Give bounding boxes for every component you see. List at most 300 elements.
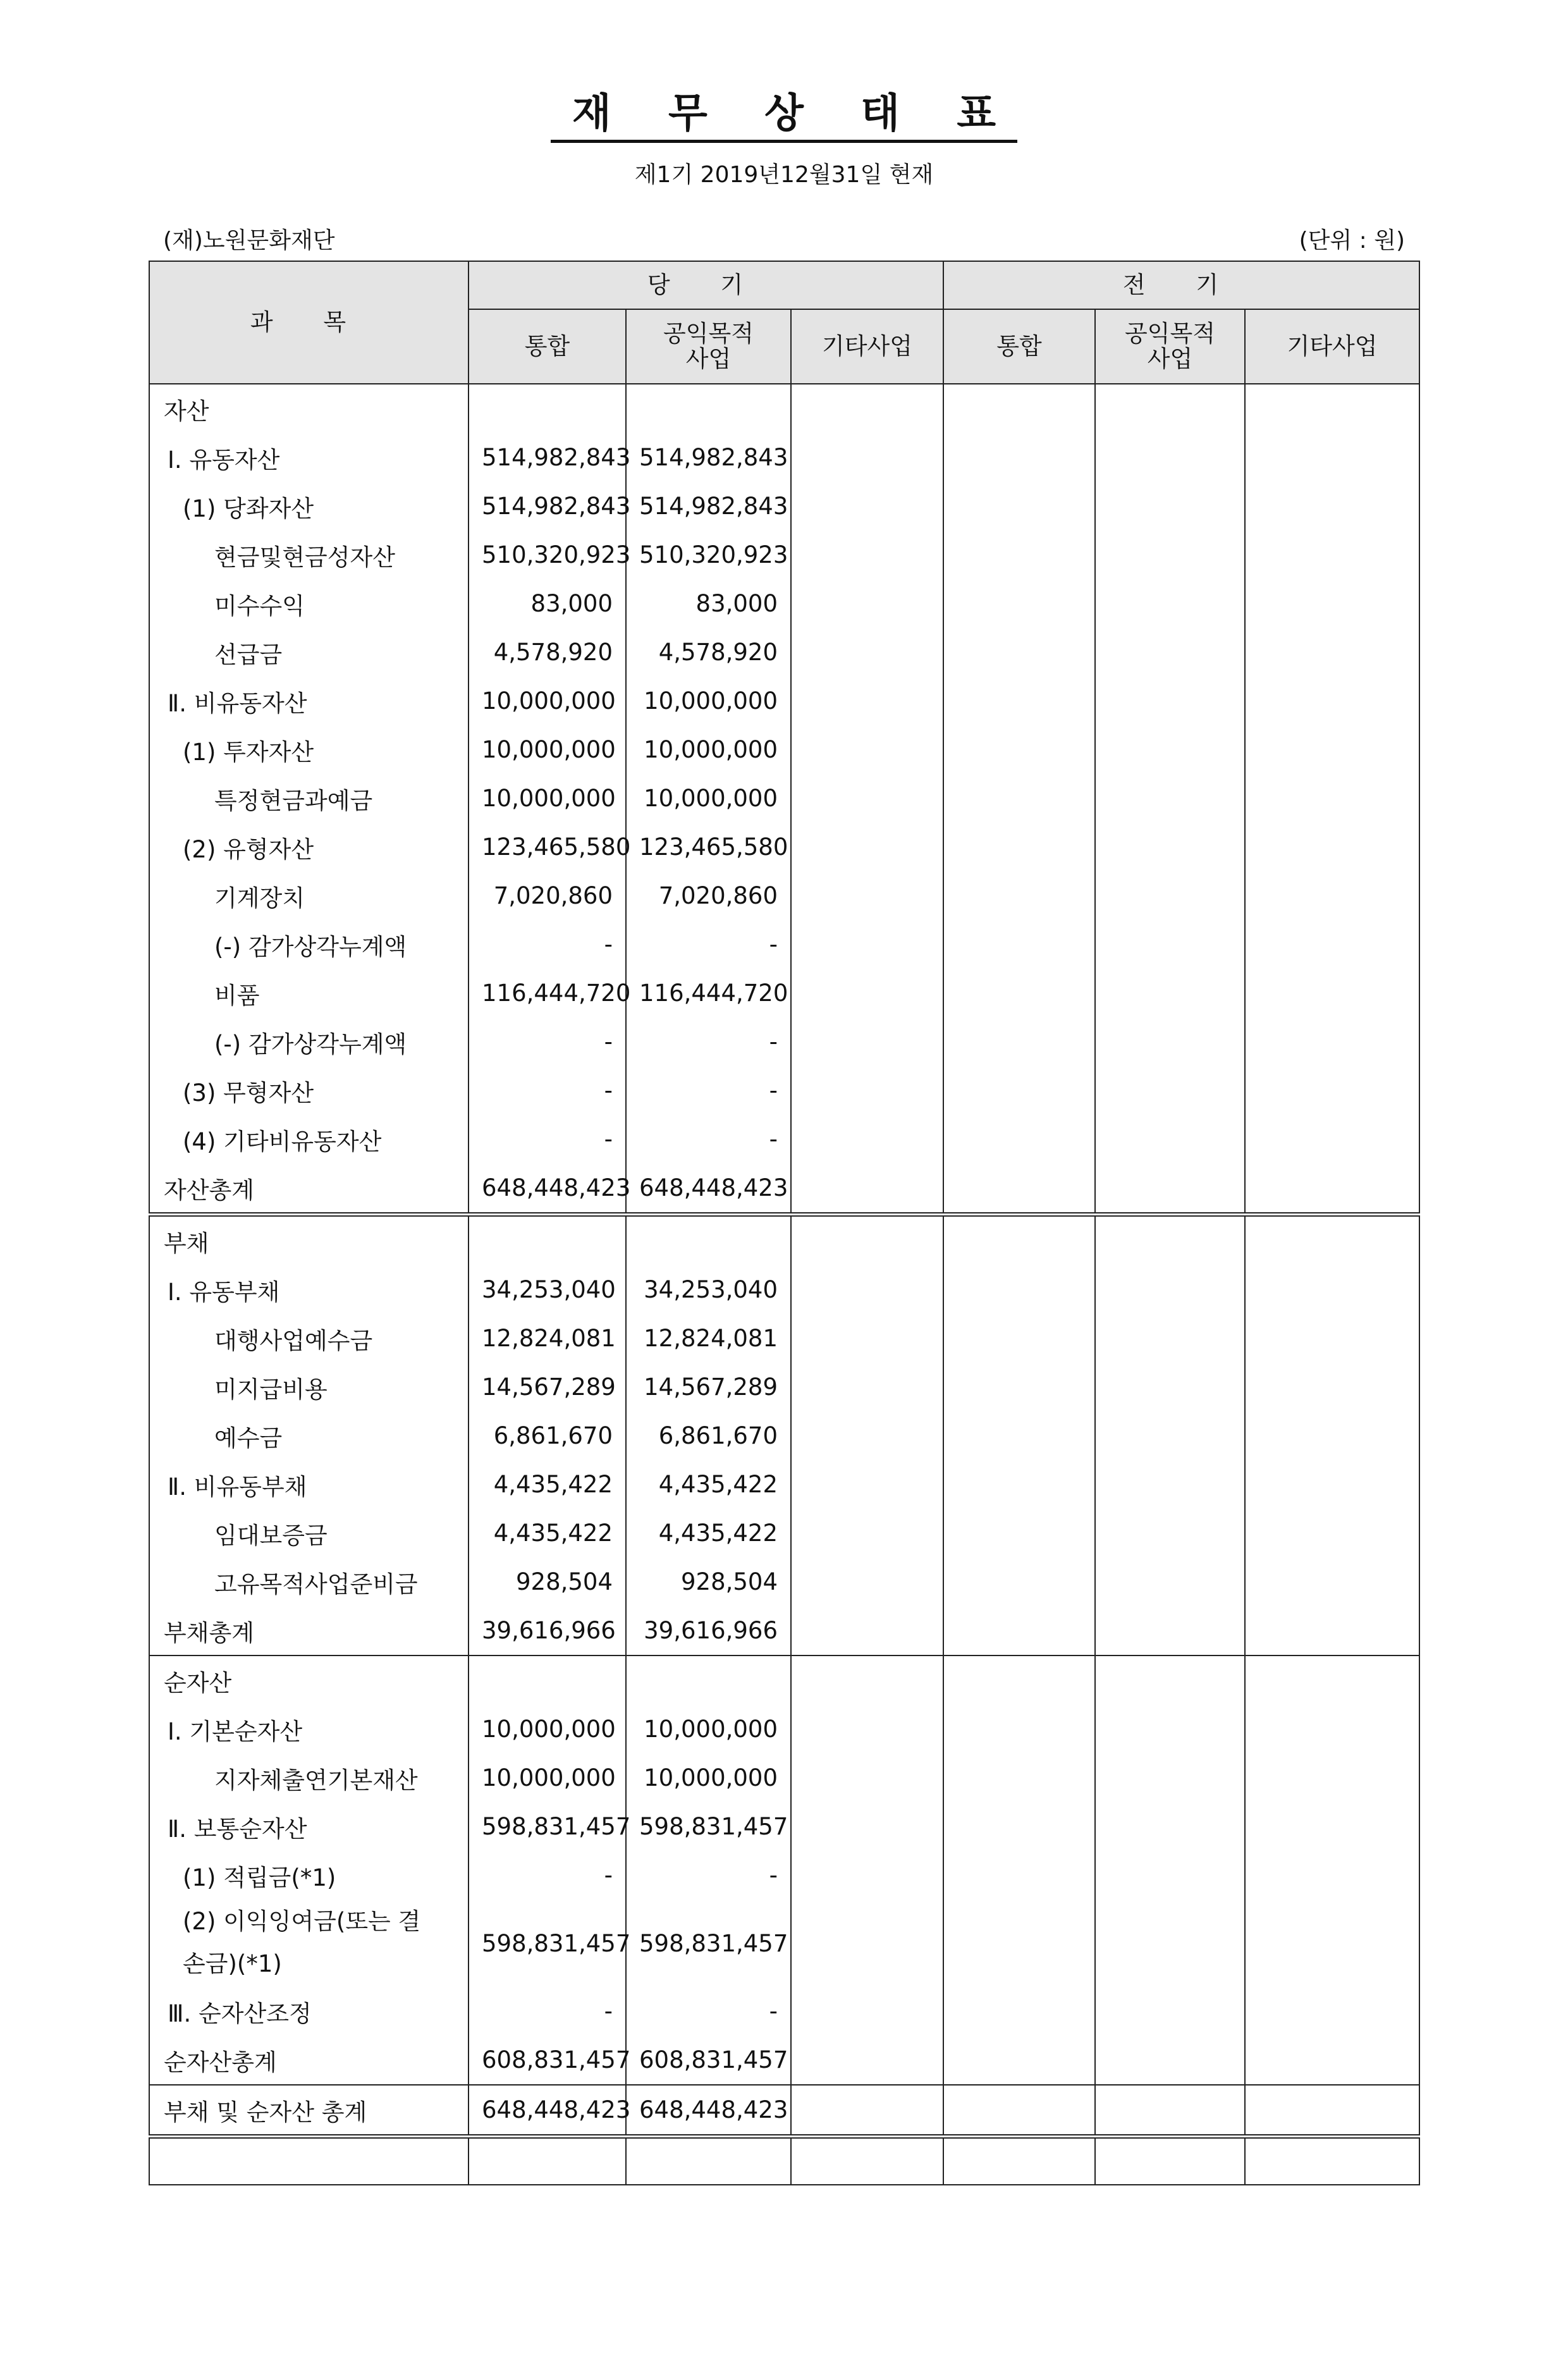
current-public-value: - [626, 1115, 791, 1164]
empty-cell [943, 2137, 1095, 2185]
table-row [149, 579, 1419, 628]
empty-cell [943, 579, 1095, 628]
current-public-value [626, 1656, 791, 1705]
current-public-value: - [626, 1017, 791, 1066]
current-total-value [469, 1215, 626, 1266]
empty-cell [943, 1411, 1095, 1460]
empty-cell [1245, 2085, 1419, 2137]
empty-cell [1095, 2137, 1245, 2185]
empty-cell [1245, 1164, 1419, 1215]
current-public-value: 83,000 [626, 579, 791, 628]
empty-cell [943, 1656, 1095, 1705]
account-label: 순자산 [149, 1656, 469, 1705]
empty-cell [1095, 920, 1245, 969]
balance-sheet-table [149, 261, 1420, 2185]
empty-cell [1245, 1115, 1419, 1164]
table-row [149, 1754, 1419, 1802]
empty-cell [1245, 1460, 1419, 1509]
empty-cell [1245, 1265, 1419, 1314]
empty-cell [1245, 1363, 1419, 1411]
empty-cell [1245, 1411, 1419, 1460]
table-row [149, 1606, 1419, 1656]
table-row [149, 871, 1419, 920]
account-label: 예수금 [149, 1411, 469, 1460]
empty-cell [1095, 774, 1245, 823]
table-row [149, 1851, 1419, 1900]
empty-cell [791, 920, 943, 969]
empty-cell [1245, 1851, 1419, 1900]
empty-cell [791, 628, 943, 677]
empty-cell [943, 1606, 1095, 1656]
current-public-value: 39,616,966 [626, 1606, 791, 1656]
empty-cell [1095, 1509, 1245, 1557]
empty-cell [1095, 1411, 1245, 1460]
empty-cell [1245, 1656, 1419, 1705]
empty-cell [791, 871, 943, 920]
account-label: (-) 감가상각누계액 [149, 1017, 469, 1066]
empty-cell [1095, 969, 1245, 1017]
empty-cell [791, 1606, 943, 1656]
account-label: (1) 적립금(*1) [149, 1851, 469, 1900]
current-total-value: 4,578,920 [469, 628, 626, 677]
empty-cell [791, 677, 943, 725]
empty-cell [1095, 482, 1245, 531]
empty-cell [943, 1115, 1095, 1164]
current-total-value: - [469, 1851, 626, 1900]
table-row [149, 920, 1419, 969]
empty-cell [1245, 969, 1419, 1017]
empty-cell [1245, 1987, 1419, 2036]
current-public-value: 514,982,843 [626, 482, 791, 531]
previous-period-header: 전 기 [943, 261, 1419, 309]
current-public-value: 514,982,843 [626, 433, 791, 482]
empty-cell [791, 774, 943, 823]
empty-cell [791, 1557, 943, 1606]
empty-cell [943, 1900, 1095, 1987]
table-row [149, 969, 1419, 1017]
table-row [149, 1802, 1419, 1851]
empty-cell [943, 628, 1095, 677]
empty-cell [1095, 1705, 1245, 1754]
empty-cell [1095, 1851, 1245, 1900]
empty-cell [791, 1363, 943, 1411]
empty-cell [1245, 2036, 1419, 2085]
empty-cell [1245, 1606, 1419, 1656]
current-public-value: 648,448,423 [626, 2085, 791, 2137]
current-total-value: 510,320,923 [469, 531, 626, 579]
current-total-value: 10,000,000 [469, 677, 626, 725]
account-label: 선급금 [149, 628, 469, 677]
account-label: 자산총계 [149, 1164, 469, 1215]
empty-cell [943, 2036, 1095, 2085]
empty-cell [943, 1314, 1095, 1363]
empty-cell [1095, 1363, 1245, 1411]
account-label: 미지급비용 [149, 1363, 469, 1411]
col-header-previous-other: 기타사업 [1245, 309, 1419, 384]
empty-cell [791, 2036, 943, 2085]
current-public-value: 598,831,457 [626, 1900, 791, 1987]
table-row [149, 1265, 1419, 1314]
empty-cell [791, 1754, 943, 1802]
empty-cell [1245, 1557, 1419, 1606]
current-public-value: - [626, 1851, 791, 1900]
table-row [149, 531, 1419, 579]
current-public-value: 598,831,457 [626, 1802, 791, 1851]
account-label: 특정현금과예금 [149, 774, 469, 823]
empty-cell [791, 823, 943, 871]
current-public-value: 10,000,000 [626, 774, 791, 823]
current-total-value: 648,448,423 [469, 1164, 626, 1215]
empty-cell [1245, 384, 1419, 433]
empty-cell [791, 2085, 943, 2137]
empty-cell [1095, 1656, 1245, 1705]
empty-cell [1095, 1802, 1245, 1851]
account-label: 비품 [149, 969, 469, 1017]
current-public-value: 10,000,000 [626, 1705, 791, 1754]
empty-cell [791, 1900, 943, 1987]
current-public-value: 928,504 [626, 1557, 791, 1606]
empty-cell [1245, 725, 1419, 774]
table-body [149, 384, 1419, 2185]
empty-cell [1245, 1066, 1419, 1115]
current-public-value: 10,000,000 [626, 677, 791, 725]
empty-cell [1095, 1606, 1245, 1656]
empty-cell [1095, 579, 1245, 628]
current-public-value: 4,578,920 [626, 628, 791, 677]
account-label: Ⅰ. 유동자산 [149, 433, 469, 482]
empty-cell [1095, 1115, 1245, 1164]
account-label: (-) 감가상각누계액 [149, 920, 469, 969]
empty-cell [1095, 628, 1245, 677]
account-label: Ⅰ. 유동부채 [149, 1265, 469, 1314]
empty-cell [943, 531, 1095, 579]
empty-cell [943, 823, 1095, 871]
table-row [149, 677, 1419, 725]
current-total-value: 6,861,670 [469, 1411, 626, 1460]
empty-cell [1245, 1509, 1419, 1557]
account-label: 대행사업예수금 [149, 1314, 469, 1363]
account-header: 과 목 [149, 261, 469, 384]
empty-cell [1245, 1017, 1419, 1066]
empty-cell [791, 1314, 943, 1363]
empty-cell [1245, 531, 1419, 579]
empty-cell [1245, 579, 1419, 628]
empty-cell [791, 1987, 943, 2036]
empty-cell [943, 482, 1095, 531]
empty-cell [1095, 823, 1245, 871]
empty-cell [1095, 1215, 1245, 1266]
current-period-header: 당 기 [469, 261, 943, 309]
account-label: 기계장치 [149, 871, 469, 920]
empty-cell [943, 2085, 1095, 2137]
current-public-value [626, 1215, 791, 1266]
empty-cell [1095, 1900, 1245, 1987]
current-total-value: - [469, 1017, 626, 1066]
empty-cell [943, 677, 1095, 725]
empty-cell [1245, 677, 1419, 725]
empty-cell [943, 1754, 1095, 1802]
table-row [149, 1115, 1419, 1164]
empty-cell [626, 2137, 791, 2185]
empty-cell [943, 1705, 1095, 1754]
account-label: (2) 유형자산 [149, 823, 469, 871]
empty-cell [1245, 628, 1419, 677]
current-total-value: 928,504 [469, 1557, 626, 1606]
empty-cell [1245, 1314, 1419, 1363]
account-label: (4) 기타비유동자산 [149, 1115, 469, 1164]
table-row [149, 1987, 1419, 2036]
table-row [149, 1215, 1419, 1266]
empty-cell [1245, 1900, 1419, 1987]
empty-cell [791, 1017, 943, 1066]
current-public-value [626, 384, 791, 433]
current-total-value: 39,616,966 [469, 1606, 626, 1656]
empty-cell [943, 1363, 1095, 1411]
current-total-value: - [469, 1066, 626, 1115]
table-row [149, 725, 1419, 774]
col-header-current-other: 기타사업 [791, 309, 943, 384]
empty-cell [943, 1802, 1095, 1851]
current-total-value: 648,448,423 [469, 2085, 626, 2137]
empty-cell [1095, 1066, 1245, 1115]
empty-cell [469, 2137, 626, 2185]
account-label: 임대보증금 [149, 1509, 469, 1557]
col-header-previous-total: 통합 [943, 309, 1095, 384]
current-public-value: 116,444,720 [626, 969, 791, 1017]
current-total-value: 14,567,289 [469, 1363, 626, 1411]
account-label: 고유목적사업준비금 [149, 1557, 469, 1606]
empty-cell [1245, 433, 1419, 482]
account-label: (3) 무형자산 [149, 1066, 469, 1115]
empty-cell [791, 1656, 943, 1705]
account-label: 부채 [149, 1215, 469, 1266]
empty-cell [943, 920, 1095, 969]
current-public-value: 10,000,000 [626, 1754, 791, 1802]
current-public-value: 34,253,040 [626, 1265, 791, 1314]
current-total-value [469, 384, 626, 433]
empty-cell [791, 482, 943, 531]
empty-cell [791, 969, 943, 1017]
current-total-value [469, 1656, 626, 1705]
current-public-value: - [626, 1987, 791, 2036]
current-total-value: 514,982,843 [469, 482, 626, 531]
table-row [149, 1363, 1419, 1411]
empty-cell [943, 1509, 1095, 1557]
account-label: 지자체출연기본재산 [149, 1754, 469, 1802]
empty-cell [791, 725, 943, 774]
account-label: 부채총계 [149, 1606, 469, 1656]
empty-cell [1095, 1754, 1245, 1802]
account-label: Ⅰ. 기본순자산 [149, 1705, 469, 1754]
current-total-value: 12,824,081 [469, 1314, 626, 1363]
col-header-current-total: 통합 [469, 309, 626, 384]
current-total-value: 123,465,580 [469, 823, 626, 871]
table-row-empty [149, 2137, 1419, 2185]
empty-cell [791, 1851, 943, 1900]
empty-cell [791, 1265, 943, 1314]
empty-cell [1245, 1754, 1419, 1802]
empty-cell [1245, 823, 1419, 871]
empty-cell [943, 1460, 1095, 1509]
table-row [149, 1066, 1419, 1115]
account-label: Ⅱ. 비유동부채 [149, 1460, 469, 1509]
empty-cell [943, 1851, 1095, 1900]
empty-cell [1245, 2137, 1419, 2185]
current-total-value: 7,020,860 [469, 871, 626, 920]
empty-cell [1245, 871, 1419, 920]
empty-cell [791, 1215, 943, 1266]
empty-cell [1095, 2036, 1245, 2085]
period-subtitle: 제1기 2019년12월31일 현재 [634, 162, 934, 188]
account-label: 순자산총계 [149, 2036, 469, 2085]
empty-cell [943, 1215, 1095, 1266]
current-total-value: 10,000,000 [469, 725, 626, 774]
empty-cell [1245, 920, 1419, 969]
current-total-value: 598,831,457 [469, 1802, 626, 1851]
current-total-value: 10,000,000 [469, 1705, 626, 1754]
account-label: Ⅲ. 순자산조정 [149, 1987, 469, 2036]
empty-cell [791, 531, 943, 579]
table-row [149, 1900, 1419, 1987]
page-title: 재 무 상 태 표 [0, 81, 1568, 139]
empty-cell [943, 774, 1095, 823]
empty-cell [1245, 1705, 1419, 1754]
table-row [149, 2085, 1419, 2137]
empty-cell [943, 1557, 1095, 1606]
empty-cell [1095, 871, 1245, 920]
current-public-value: 7,020,860 [626, 871, 791, 920]
account-label: Ⅱ. 보통순자산 [149, 1802, 469, 1851]
account-label: 현금및현금성자산 [149, 531, 469, 579]
current-total-value: 83,000 [469, 579, 626, 628]
unit-label: (단위 : 원) [1299, 228, 1405, 254]
empty-cell [1245, 1215, 1419, 1266]
table-row [149, 1705, 1419, 1754]
table-row [149, 1509, 1419, 1557]
empty-cell [943, 871, 1095, 920]
empty-cell [943, 1164, 1095, 1215]
table-row [149, 1411, 1419, 1460]
table-row [149, 433, 1419, 482]
empty-cell [1095, 531, 1245, 579]
account-label: 미수수익 [149, 579, 469, 628]
empty-cell [149, 2137, 469, 2185]
empty-cell [943, 1066, 1095, 1115]
empty-cell [1095, 677, 1245, 725]
empty-cell [943, 969, 1095, 1017]
empty-cell [1095, 1017, 1245, 1066]
current-public-value: 510,320,923 [626, 531, 791, 579]
empty-cell [791, 1802, 943, 1851]
empty-cell [1095, 384, 1245, 433]
current-total-value: 10,000,000 [469, 774, 626, 823]
account-label: Ⅱ. 비유동자산 [149, 677, 469, 725]
table-row [149, 1460, 1419, 1509]
empty-cell [943, 433, 1095, 482]
current-public-value: 608,831,457 [626, 2036, 791, 2085]
current-public-value: - [626, 1066, 791, 1115]
account-label: (1) 당좌자산 [149, 482, 469, 531]
current-total-value: 608,831,457 [469, 2036, 626, 2085]
empty-cell [943, 1017, 1095, 1066]
current-public-value: 4,435,422 [626, 1460, 791, 1509]
empty-cell [1095, 725, 1245, 774]
table-row [149, 774, 1419, 823]
empty-cell [791, 1115, 943, 1164]
current-total-value: - [469, 920, 626, 969]
current-public-value: - [626, 920, 791, 969]
empty-cell [1095, 1987, 1245, 2036]
empty-cell [791, 1164, 943, 1215]
organization-name: (재)노원문화재단 [163, 228, 335, 254]
account-label: (1) 투자자산 [149, 725, 469, 774]
current-total-value: - [469, 1115, 626, 1164]
current-public-value: 6,861,670 [626, 1411, 791, 1460]
current-total-value: - [469, 1987, 626, 2036]
empty-cell [791, 579, 943, 628]
empty-cell [791, 384, 943, 433]
empty-cell [791, 1460, 943, 1509]
table-row [149, 823, 1419, 871]
current-total-value: 598,831,457 [469, 1900, 626, 1987]
empty-cell [791, 1411, 943, 1460]
empty-cell [943, 1987, 1095, 2036]
account-label: 부채 및 순자산 총계 [149, 2085, 469, 2137]
empty-cell [943, 725, 1095, 774]
empty-cell [943, 384, 1095, 433]
table-row [149, 482, 1419, 531]
table-row [149, 384, 1419, 433]
table-row [149, 1164, 1419, 1215]
account-label: 자산 [149, 384, 469, 433]
empty-cell [943, 1265, 1095, 1314]
table-row [149, 1017, 1419, 1066]
empty-cell [1095, 1557, 1245, 1606]
table-row [149, 1557, 1419, 1606]
current-public-value: 4,435,422 [626, 1509, 791, 1557]
table-row [149, 1656, 1419, 1705]
current-public-value: 14,567,289 [626, 1363, 791, 1411]
current-total-value: 116,444,720 [469, 969, 626, 1017]
col-header-current-public: 공익목적 사업 [626, 309, 791, 384]
table-row [149, 2036, 1419, 2085]
empty-cell [1245, 1802, 1419, 1851]
table-row [149, 628, 1419, 677]
empty-cell [791, 1705, 943, 1754]
current-public-value: 123,465,580 [626, 823, 791, 871]
empty-cell [1095, 1164, 1245, 1215]
current-total-value: 10,000,000 [469, 1754, 626, 1802]
current-public-value: 648,448,423 [626, 1164, 791, 1215]
current-public-value: 10,000,000 [626, 725, 791, 774]
current-public-value: 12,824,081 [626, 1314, 791, 1363]
empty-cell [1095, 433, 1245, 482]
current-total-value: 514,982,843 [469, 433, 626, 482]
current-total-value: 34,253,040 [469, 1265, 626, 1314]
account-label: (2) 이익잉여금(또는 결손금)(*1) [149, 1900, 469, 1987]
current-total-value: 4,435,422 [469, 1460, 626, 1509]
empty-cell [1095, 1460, 1245, 1509]
empty-cell [791, 2137, 943, 2185]
empty-cell [791, 1509, 943, 1557]
current-total-value: 4,435,422 [469, 1509, 626, 1557]
empty-cell [791, 1066, 943, 1115]
empty-cell [1095, 1265, 1245, 1314]
col-header-previous-public: 공익목적 사업 [1095, 309, 1245, 384]
empty-cell [1245, 482, 1419, 531]
empty-cell [1095, 1314, 1245, 1363]
empty-cell [1095, 2085, 1245, 2137]
